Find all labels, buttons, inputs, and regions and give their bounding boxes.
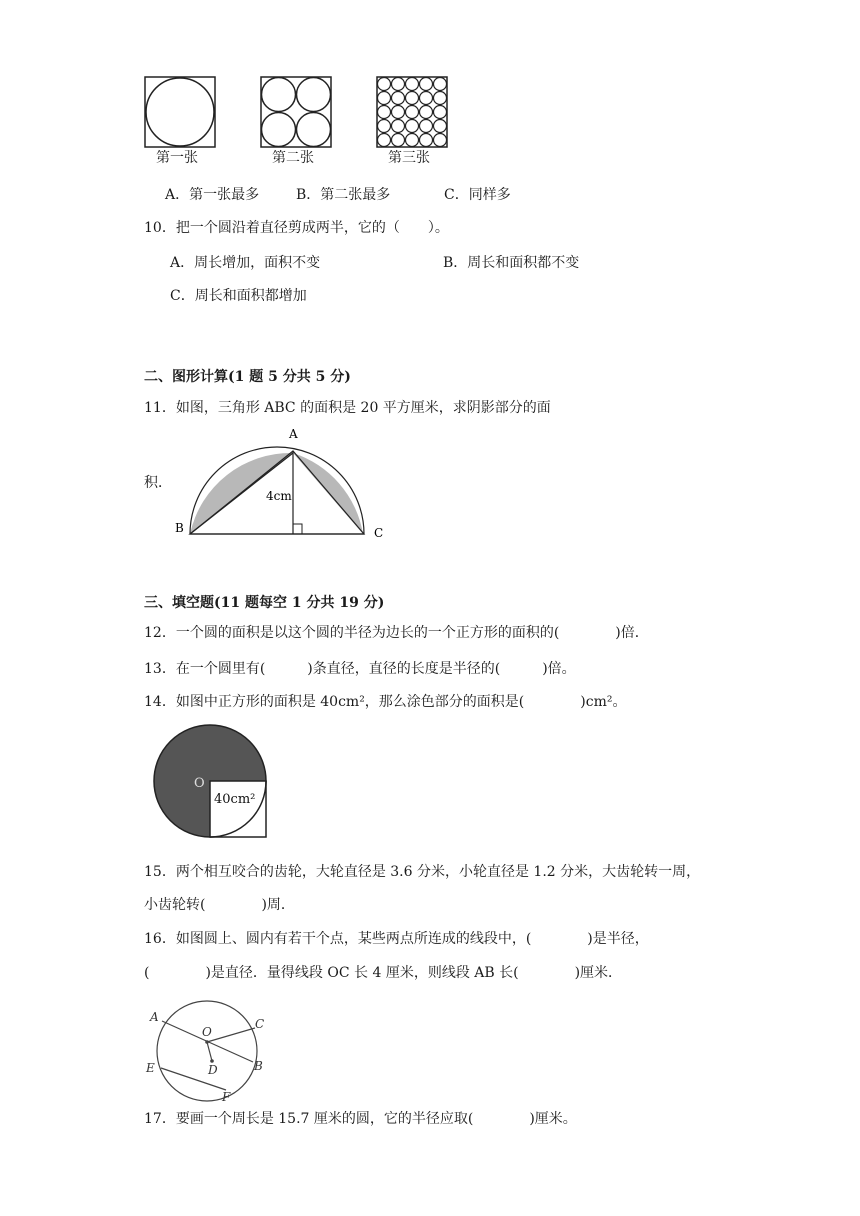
small-circle	[392, 134, 405, 147]
q16-label-e: E	[146, 1061, 155, 1075]
small-circle	[392, 78, 405, 91]
small-circle	[434, 92, 447, 105]
q11-label-b: B	[175, 521, 184, 535]
q9-figure-one	[144, 76, 216, 148]
q9-figure-two	[260, 76, 332, 148]
small-circle	[434, 120, 447, 133]
q16-text: 16．如图圆上、圆内有若干个点，某些两点所连成的线段中，( )是半径，	[144, 931, 649, 947]
q16-label-f: F	[222, 1090, 231, 1104]
q15-text-continued: 小齿轮转( )周．	[144, 897, 295, 913]
small-circle	[378, 78, 391, 91]
q10-option-c: C．周长和面积都增加	[170, 288, 307, 304]
small-circle	[378, 120, 391, 133]
q9-option-c: C．同样多	[444, 187, 511, 203]
small-circle	[420, 106, 433, 119]
q14-center-label: O	[194, 776, 205, 791]
small-circle	[406, 120, 419, 133]
section-two-heading: 二、图形计算(1 题 5 分共 5 分)	[144, 369, 351, 385]
small-circle	[420, 92, 433, 105]
q9-figure-one-label: 第一张	[156, 150, 198, 166]
q10-option-b: B．周长和面积都不变	[443, 255, 580, 271]
q16-text-continued: ( )是直径．量得线段 OC 长 4 厘米，则线段 AB 长( )厘米．	[144, 965, 623, 981]
small-circle	[406, 106, 419, 119]
q16-label-b: B	[254, 1059, 263, 1073]
small-circle	[434, 78, 447, 91]
small-circle	[406, 78, 419, 91]
small-circle	[420, 134, 433, 147]
q11-height-label: 4cm	[266, 489, 292, 503]
q13-text: 13．在一个圆里有( )条直径，直径的长度是半径的( )倍。	[144, 661, 576, 677]
small-circle	[420, 120, 433, 133]
small-circle	[434, 134, 447, 147]
q14-circle-square-figure	[150, 724, 272, 842]
section-three-heading: 三、填空题(11 题每空 1 分共 19 分)	[144, 595, 385, 611]
small-circle	[378, 134, 391, 147]
small-circle	[434, 106, 447, 119]
q16-label-d: D	[208, 1063, 218, 1077]
q9-option-a: A．第一张最多	[165, 187, 260, 203]
q9-option-b: B．第二张最多	[296, 187, 391, 203]
q14-text: 14．如图中正方形的面积是 40cm²，那么涂色部分的面积是( )cm²。	[144, 694, 627, 710]
small-circle	[392, 92, 405, 105]
small-circle	[406, 92, 419, 105]
q17-text: 17．要画一个周长是 15.7 厘米的圆，它的半径应取( )厘米。	[144, 1111, 577, 1127]
q11-stem-continued: 积．	[144, 475, 172, 491]
small-circle	[378, 106, 391, 119]
small-circle	[420, 78, 433, 91]
q9-figure-two-label: 第二张	[272, 150, 314, 166]
small-circle	[392, 120, 405, 133]
q12-text: 12．一个圆的面积是以这个圆的半径为边长的一个正方形的面积的( )倍．	[144, 625, 649, 641]
q16-label-c: C	[255, 1017, 265, 1031]
small-circle	[378, 92, 391, 105]
small-circle	[406, 134, 419, 147]
q11-label-c: C	[374, 526, 384, 540]
q16-label-o: O	[202, 1025, 212, 1039]
q11-stem: 11．如图，三角形 ABC 的面积是 20 平方厘米，求阴影部分的面	[144, 400, 551, 416]
q15-text: 15．两个相互咬合的齿轮，大轮直径是 3.6 分米，小轮直径是 1.2 分米，大齿轮转一周，	[144, 864, 701, 880]
q9-figure-three	[376, 76, 448, 148]
small-circle	[392, 106, 405, 119]
q10-stem: 10．把一个圆沿着直径剪成两半，它的（ ）。	[144, 220, 449, 236]
q11-semicircle-figure	[170, 424, 390, 544]
q10-option-a: A．周长增加，面积不变	[170, 255, 321, 271]
q16-label-a: A	[150, 1010, 159, 1024]
q11-label-a: A	[289, 427, 298, 441]
q16-circle-points-figure	[142, 1000, 272, 1104]
q14-square-label: 40cm²	[214, 792, 256, 807]
q9-figure-three-label: 第三张	[388, 150, 430, 166]
